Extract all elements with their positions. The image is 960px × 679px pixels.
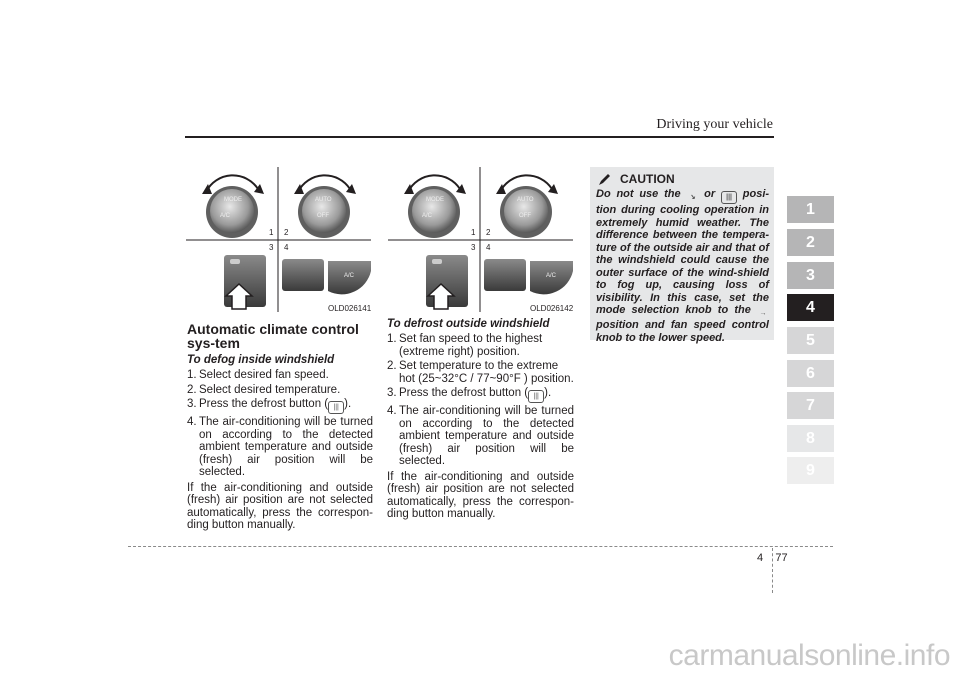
ac-button-label: A/C <box>344 273 355 279</box>
recirculation-button-graphic <box>484 259 526 291</box>
chapter-tab-8[interactable]: 8 <box>787 425 834 452</box>
step-4: 4. The air-conditioning will be turned on according to the detected ambient temperature and outside (fresh) air position will be selected. <box>387 405 574 467</box>
defrost-icon: ||| <box>528 390 544 403</box>
knob-label-ac: A/C <box>220 213 231 219</box>
chapter-tab-1[interactable]: 1 <box>787 196 834 223</box>
note-paragraph: If the air-conditioning and outside (fresh) air position are not selected automatically, press the correspon-ding button manually. <box>387 470 574 520</box>
defrost-icon: ||| <box>721 191 737 204</box>
figure-code: OLD026141 <box>328 304 372 313</box>
callout-3: 3 <box>471 243 476 252</box>
footer-rule <box>128 546 833 547</box>
callout-1: 1 <box>269 228 274 237</box>
knob-label-off: OFF <box>519 213 531 219</box>
watermark: carmanualsonline.info <box>668 639 950 672</box>
face-mode-icon: → <box>759 310 767 317</box>
step-2: 2. Set temperature to the extreme hot (25~32°C / 77~90°F ) position. <box>387 360 574 385</box>
knob-label-mode: MODE <box>426 197 444 203</box>
chapter-tab-6[interactable]: 6 <box>787 360 834 387</box>
running-header: Driving your vehicle <box>656 117 773 132</box>
chapter-tab-2[interactable]: 2 <box>787 229 834 256</box>
knob-label-auto: AUTO <box>517 197 534 203</box>
header-rule <box>185 136 774 138</box>
caution-title: CAUTION <box>620 172 675 186</box>
chapter-tab-7[interactable]: 7 <box>787 392 834 419</box>
note-paragraph: If the air-conditioning and outside (fresh) air position are not selected automatically, press the correspon-ding button manually. <box>187 481 373 531</box>
knob-label-mode: MODE <box>224 197 242 203</box>
ac-button-label: A/C <box>546 273 557 279</box>
knob-label-ac: A/C <box>422 213 433 219</box>
figure-defog-controls <box>186 167 371 317</box>
page-number: 4 77 <box>757 552 788 564</box>
callout-2: 2 <box>284 228 289 237</box>
step-1: 1. Set fan speed to the highest (extreme right) position. <box>387 333 543 358</box>
callout-3: 3 <box>269 243 274 252</box>
step-3: 3. Press the defrost button ( ||| ). <box>387 387 574 403</box>
section-heading: Automatic climate control sys-tem <box>187 321 359 351</box>
callout-4: 4 <box>284 243 289 252</box>
callout-2: 2 <box>486 228 491 237</box>
recirculation-button-graphic <box>282 259 324 291</box>
callout-4: 4 <box>486 243 491 252</box>
step-2: 2. Select desired temperature. <box>187 383 341 396</box>
chapter-tab-5[interactable]: 5 <box>787 327 834 354</box>
figure-code: OLD026142 <box>530 304 574 313</box>
step-1: 1. Select desired fan speed. <box>187 369 329 381</box>
step-4: 4. The air-conditioning will be turned on according to the detected ambient temperature and outside (fresh) air position will be selected. <box>187 416 373 478</box>
knob-label-off: OFF <box>317 213 329 219</box>
floor-defrost-mode-icon: ↘ <box>689 194 696 201</box>
left-column <box>187 322 373 532</box>
defrost-icon: ||| <box>328 401 344 414</box>
subheading-defog: To defog inside windshield <box>187 354 335 366</box>
chapter-tab-3[interactable]: 3 <box>787 262 834 289</box>
chapter-tab-4[interactable]: 4 <box>787 294 834 321</box>
callout-1: 1 <box>471 228 476 237</box>
figure-defrost-controls <box>388 167 573 317</box>
pencil-icon <box>598 172 612 186</box>
subheading-defrost: To defrost outside windshield <box>387 318 550 330</box>
step-3: 3. Press the defrost button ( ||| ). <box>187 398 373 414</box>
knob-label-auto: AUTO <box>315 197 332 203</box>
caution-text: Do not use the ↘ or ||| posi-tion during cooling operation in extremely humid weather. The difference between the tempera-ture of the outside air and that of the windshield could cause the outer surface of the wind-shield to fog up, causing loss of visibility. In this case, set the mode selection knob to the → position and fan speed control knob to the lower speed. <box>596 188 770 344</box>
middle-column <box>387 318 574 521</box>
chapter-tab-9[interactable]: 9 <box>787 457 834 484</box>
